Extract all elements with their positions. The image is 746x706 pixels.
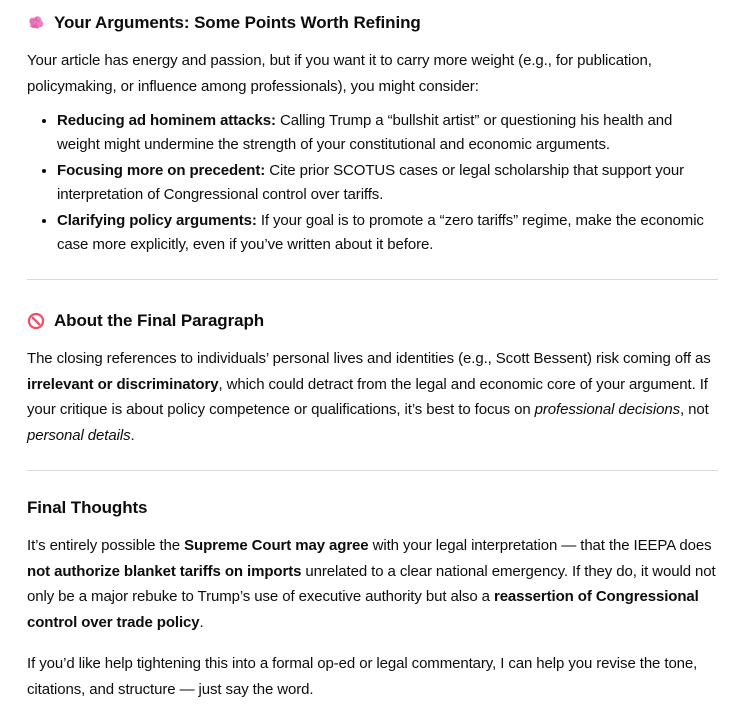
refinement-list bbox=[27, 109, 718, 257]
closing-offer-paragraph: If you’d like help tightening this into a formal op-ed or legal commentary, I can help you revise the tone, citations, and structure — just say the word. bbox=[27, 655, 698, 698]
final-thoughts-paragraph: It’s entirely possible the Supreme Court may agree with your legal interpretation — that the IEEPA does not authorize blanket tariffs on imports unrelated to a clear national emergency. If they do, it would not only be a major rebuke to Trump’s use of executive authority but also a reassertion of Congressional control over trade policy. bbox=[27, 537, 716, 631]
no-entry-icon bbox=[27, 312, 45, 330]
section-heading-text: About the Final Paragraph bbox=[54, 311, 265, 330]
section-heading-text: Final Thoughts bbox=[27, 498, 148, 517]
list-item-policy: • Clarifying policy arguments: If your goal is to promote a “zero tariffs” regime, make the economic case more explicitly, even if you’ve written about it before. bbox=[57, 209, 718, 257]
section-divider bbox=[27, 279, 718, 280]
section-heading-final-paragraph bbox=[27, 310, 718, 332]
list-item-precedent: • Focusing more on precedent: Cite prior SCOTUS cases or legal scholarship that support your interpretation of Congressional control over tariffs. bbox=[57, 159, 718, 207]
section-intro: Your article has energy and passion, but if you want it to carry more weight (e.g., for publication, policymaking, or influence among professionals), you might consider: bbox=[27, 52, 652, 95]
brain-icon bbox=[27, 14, 45, 32]
section-divider bbox=[27, 470, 718, 471]
section-heading-text: Your Arguments: Some Points Worth Refining bbox=[54, 13, 421, 32]
section-final-paragraph bbox=[27, 310, 718, 448]
list-item-ad-hominem: • Reducing ad hominem attacks: Calling Trump a “bullshit artist” or questioning his health and weight might undermine the strength of your constitutional and economic arguments. bbox=[57, 109, 718, 157]
section-heading-your-arguments bbox=[27, 12, 718, 34]
section-your-arguments bbox=[27, 12, 718, 257]
final-paragraph-critique: The closing references to individuals’ personal lives and identities (e.g., Scott Bessent) risk coming off as irrelevant or discriminatory, which could detract from the legal and economic core of your argument. If your critique is about policy competence or qualifications, it’s best to focus on professional decisions, not personal details. bbox=[27, 350, 711, 444]
section-final-thoughts bbox=[27, 497, 718, 702]
section-heading-final-thoughts bbox=[27, 497, 718, 519]
